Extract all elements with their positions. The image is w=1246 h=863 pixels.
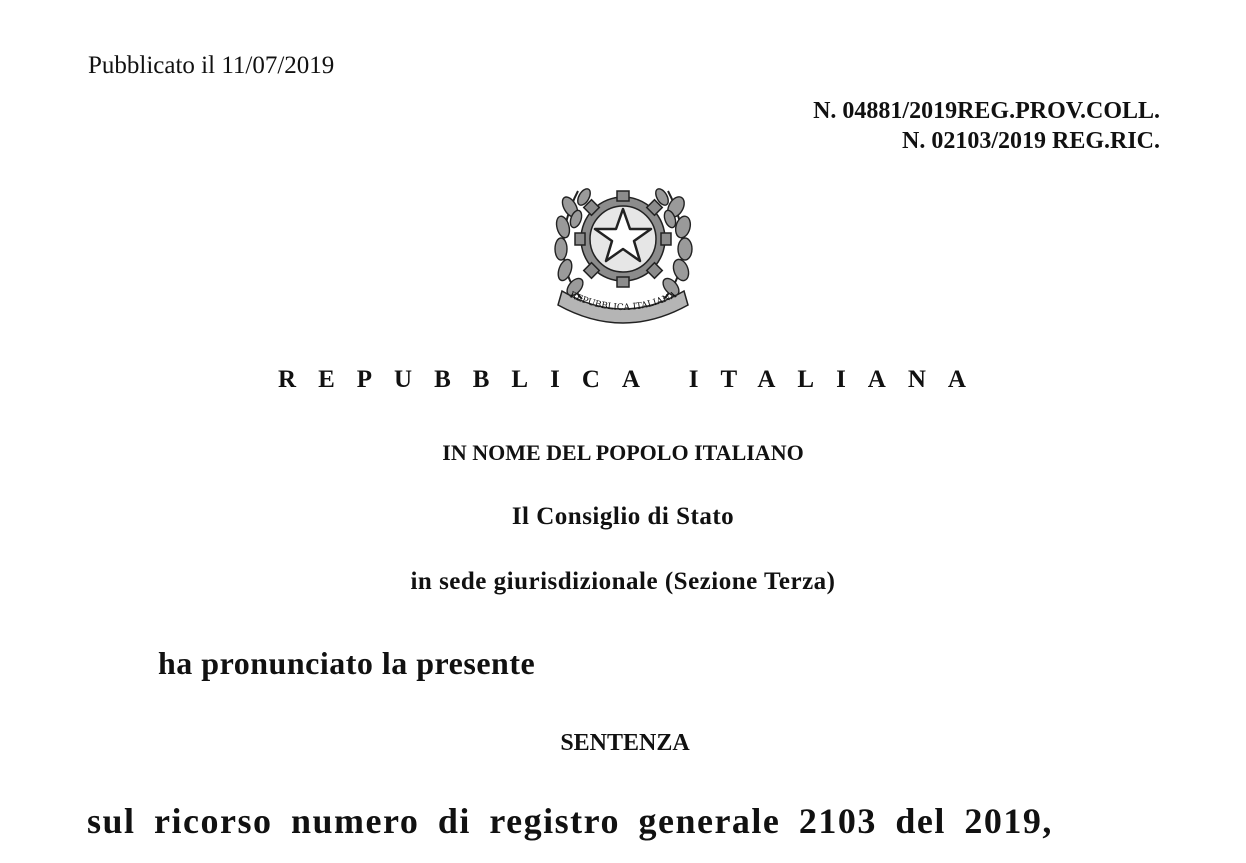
publication-date: Pubblicato il 11/07/2019 — [88, 52, 335, 79]
pronounced-line: ha pronunciato la presente — [158, 645, 536, 681]
appeal-line: sul ricorso numero di registro generale 2103 del 2019, — [87, 801, 1053, 841]
reference-number-prov-coll: N. 04881/2019REG.PROV.COLL. — [813, 98, 1160, 124]
republic-heading: REPUBBLICA ITALIANA — [278, 366, 988, 393]
svg-text:REPUBBLICA ITALIANA: REPUBBLICA ITALIANA — [567, 290, 679, 314]
reference-number-ric: N. 02103/2019 REG.RIC. — [901, 128, 1160, 154]
reference-numbers — [813, 96, 1160, 156]
people-heading: IN NOME DEL POPOLO ITALIANO — [442, 440, 804, 465]
court-name: Il Consiglio di Stato — [511, 503, 735, 530]
italian-republic-emblem-icon — [548, 163, 698, 329]
document-type: SENTENZA — [560, 730, 690, 756]
court-section: in sede giurisdizionale (Sezione Terza) — [410, 568, 836, 595]
